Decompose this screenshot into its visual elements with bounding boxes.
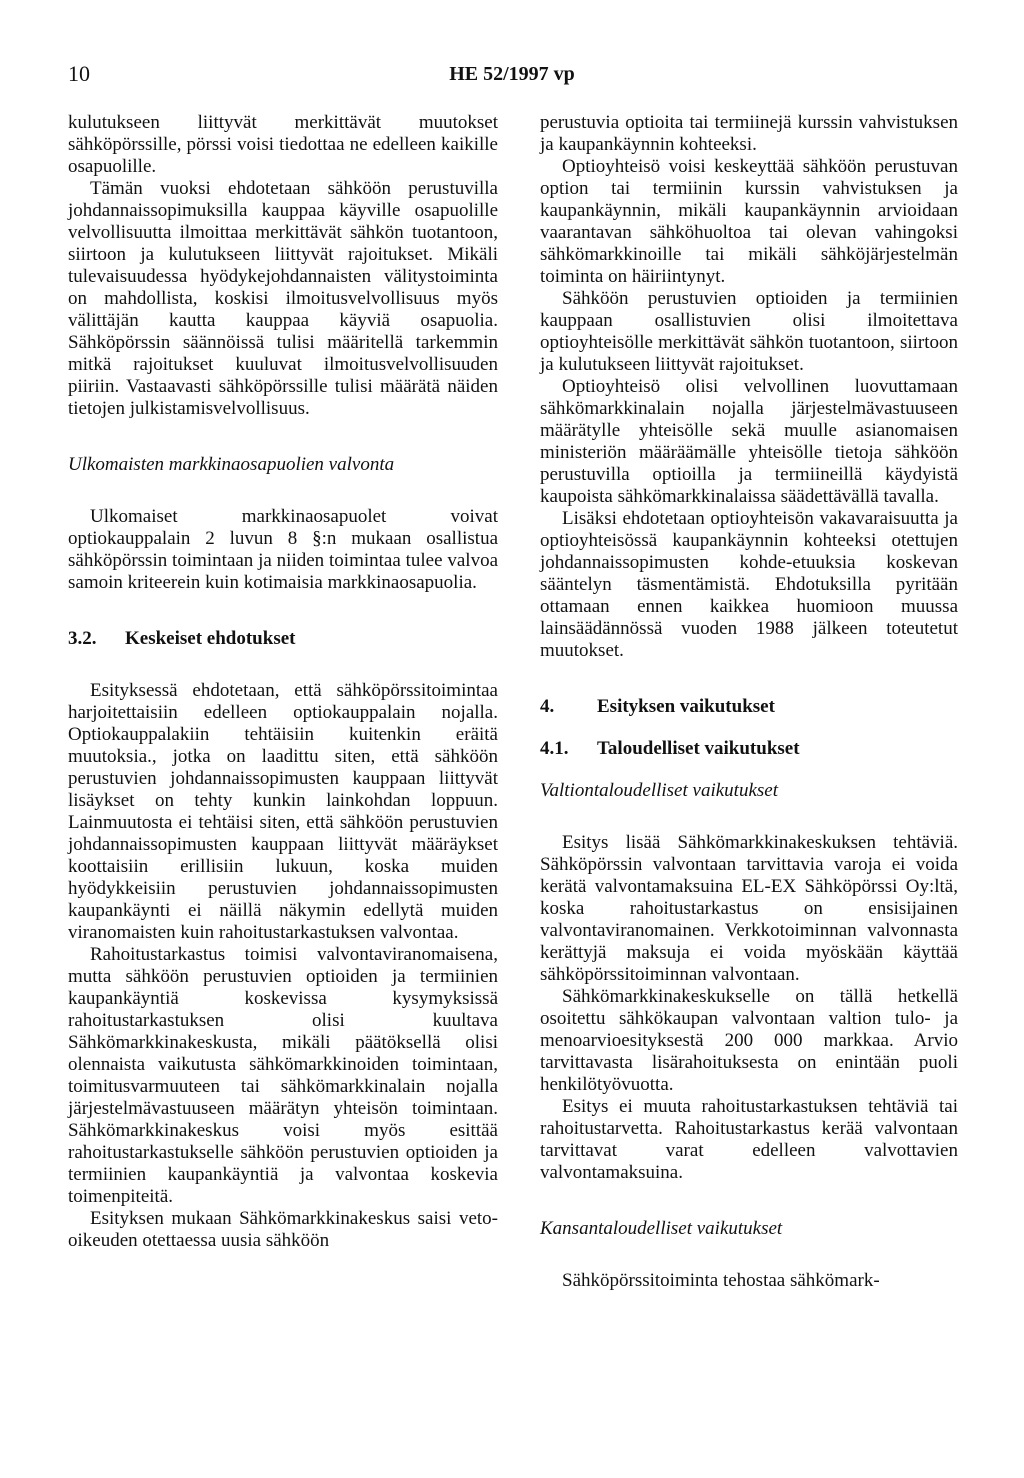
section-heading-4 bbox=[540, 696, 958, 718]
paragraph: Sähköön perustuvien optioiden ja termiinien kauppaan osallistuvien olisi ilmoitettava optioyhteisölle merkittävät sähkön tuotantoon, siirtoon ja kulutukseen liittyvät rajoitukset. bbox=[540, 288, 958, 375]
document-id: HE 52/1997 vp bbox=[449, 63, 575, 85]
paragraph: Esityksessä ehdotetaan, että sähköpörssitoimintaa harjoitettaisiin edelleen optiokauppalain nojalla. Optiokauppalakiin tehtäisiin kuitenkin eräitä muutoksia., jotka on laadittu siten, että sähköön perustuvien johdannaissopimusten kauppaan liittyvät lisäykset on tehty kunkin lainkohdan loppuun. Lainmuutosta ei tehtäisi siten, että sähköön perustuvien johdannaissopimusten kauppaan liittyvät määräykset koottaisiin erillisiin lukuun, koska muiden hyödykkeisiin perustuvien johdannaissopimusten kaupankäynti ei näillä näkymin edellytä muiden viranomaisten kuin rahoitustarkastuksen valvontaa. bbox=[68, 680, 498, 943]
paragraph: kulutukseen liittyvät merkittävät muutokset sähköpörssille, pörssi voisi tiedottaa ne edelleen kaikille osapuolille. bbox=[68, 112, 498, 177]
section-title: Keskeiset ehdotukset bbox=[125, 628, 296, 649]
section-title: Taloudelliset vaikutukset bbox=[597, 738, 800, 759]
paragraph: Sähkömarkkinakeskukselle on tällä hetkellä osoitettu sähkökaupan valvontaan valtion tulo- ja menoarvioesityksestä 200 000 markkaa. Arvio tarvittavasta lisärahoituksesta on enintään puoli henkilötyövuotta. bbox=[540, 986, 958, 1095]
paragraph: Sähköpörssitoiminta tehostaa sähkömark- bbox=[562, 1270, 880, 1291]
paragraph: Optioyhteisö olisi velvollinen luovuttamaan sähkömarkkinalain nojalla järjestelmävastuuseen määrätylle yhteisölle sekä muulle asianomaisen ministeriön määräämälle yhteisölle tietoja sähköön perustuvilla optioilla ja termiineillä käydyistä kaupoista sähkömarkkinalaissa säädettävällä tavalla. bbox=[540, 376, 958, 507]
paragraph: perustuvia optioita tai termiinejä kurssin vahvistuksen ja kaupankäynnin kohteeksi. bbox=[540, 112, 958, 155]
paragraph: Esityksen mukaan Sähkömarkkinakeskus saisi veto-oikeuden otettaessa uusia sähköön bbox=[68, 1208, 498, 1251]
paragraph: Ulkomaiset markkinaosapuolet voivat optiokauppalain 2 luvun 8 §:n mukaan osallistua sähköpörssin toimintaan ja niiden toimintaa tulee valvoa samoin kriteerein kuin kotimaisia markkinaosapuolia. bbox=[68, 506, 498, 593]
paragraph: Esitys ei muuta rahoitustarkastuksen tehtäviä tai rahoitustarvetta. Rahoitustarkastus kerää valvontaan tarvittavat varat edelleen valvottavien valvontamaksuina. bbox=[540, 1096, 958, 1183]
section-number: 3.2. bbox=[68, 628, 97, 649]
subheading-state-finance: Valtiontaloudelliset vaikutukset bbox=[540, 780, 778, 801]
page-number: 10 bbox=[68, 61, 90, 86]
section-number: 4.1. bbox=[540, 738, 569, 759]
paragraph: Tämän vuoksi ehdotetaan sähköön perustuvilla johdannaissopimuksilla kauppaa käyville osapuolille velvollisuutta ilmoittaa merkittävät sähkön tuotantoon, siirtoon ja kulutukseen liittyvät rajoitukset. Mikäli tulevaisuudessa hyödykejohdannaisten välitystoiminta on mahdollista, koskisi ilmoitusvelvollisuus myös välittäjän kautta kauppaa käyviä osapuolia. Sähköpörssin säännöissä tulisi määritellä tarkemmin mitkä rajoitukset kuuluvat ilmoitusvelvollisuuden piiriin. Vastaavasti sähköpörssille tulisi määrätä näiden tietojen julkistamisvelvollisuus. bbox=[68, 178, 498, 419]
section-heading-4-1 bbox=[540, 738, 958, 760]
paragraph: Rahoitustarkastus toimisi valvontaviranomaisena, mutta sähköön perustuvien optioiden ja termiinien kaupankäyntiä koskevissa kysymyksissä rahoitustarkastuksen olisi kuultava Sähkömarkkinakeskusta, mikäli päätöksellä olisi olennaista vaikutusta sähkömarkkinoiden toimintaan, toimitusvarmuuteen tai sähkömarkkinalain nojalla järjestelmävastuuseen määrätyn yhteisön toimintaan. Sähkömarkkinakeskus voisi myös esittää rahoitustarkastukselle sähköön perustuvien optioiden ja termiinien kaupankäyntiä ja valvontaa koskevia toimenpiteitä. bbox=[68, 944, 498, 1207]
paragraph: Lisäksi ehdotetaan optioyhteisön vakavaraisuutta ja optioyhteisössä kaupankäynnin kohteeksi otettujen johdannaissopimusten kohde-etuuksia koskevan sääntelyn täsmentämistä. Ehdotuksilla pyritään ottamaan ennen kaikkea huomioon muussa lainsäädännössä vuoden 1988 jälkeen toteutetut muutokset. bbox=[540, 508, 958, 661]
left-column bbox=[68, 112, 498, 1252]
section-title: Esityksen vaikutukset bbox=[597, 696, 775, 717]
subheading-foreign-participants: Ulkomaisten markkinaosapuolien valvonta bbox=[68, 454, 395, 475]
section-number: 4. bbox=[540, 696, 555, 717]
subheading-national-economy: Kansantaloudelliset vaikutukset bbox=[540, 1218, 783, 1239]
right-column bbox=[540, 112, 958, 1292]
section-heading-3-2 bbox=[68, 628, 498, 650]
paragraph: Esitys lisää Sähkömarkkinakeskuksen tehtäviä. Sähköpörssin valvontaan tarvittavia varoja ei voida kerätä valvontamaksuina EL-EX Sähköpörssi Oy:ltä, koska rahoitustarkastus on ensisijainen valvontaviranomainen. Verkkotoiminnan valvonnasta kerättyjä maksuja ei voida myöskään käyttää sähköpörssitoiminnan valvontaan. bbox=[540, 832, 958, 985]
paragraph: Optioyhteisö voisi keskeyttää sähköön perustuvan option tai termiinin kurssin vahvistuksen ja kaupankäynnin, mikäli kaupankäynnin arvioidaan vaarantavan sähköhuoltoa tai olevan vahingoksi sähkömarkkinoille tai mikäli sähköjärjestelmän toiminta on häiriintynyt. bbox=[540, 156, 958, 287]
